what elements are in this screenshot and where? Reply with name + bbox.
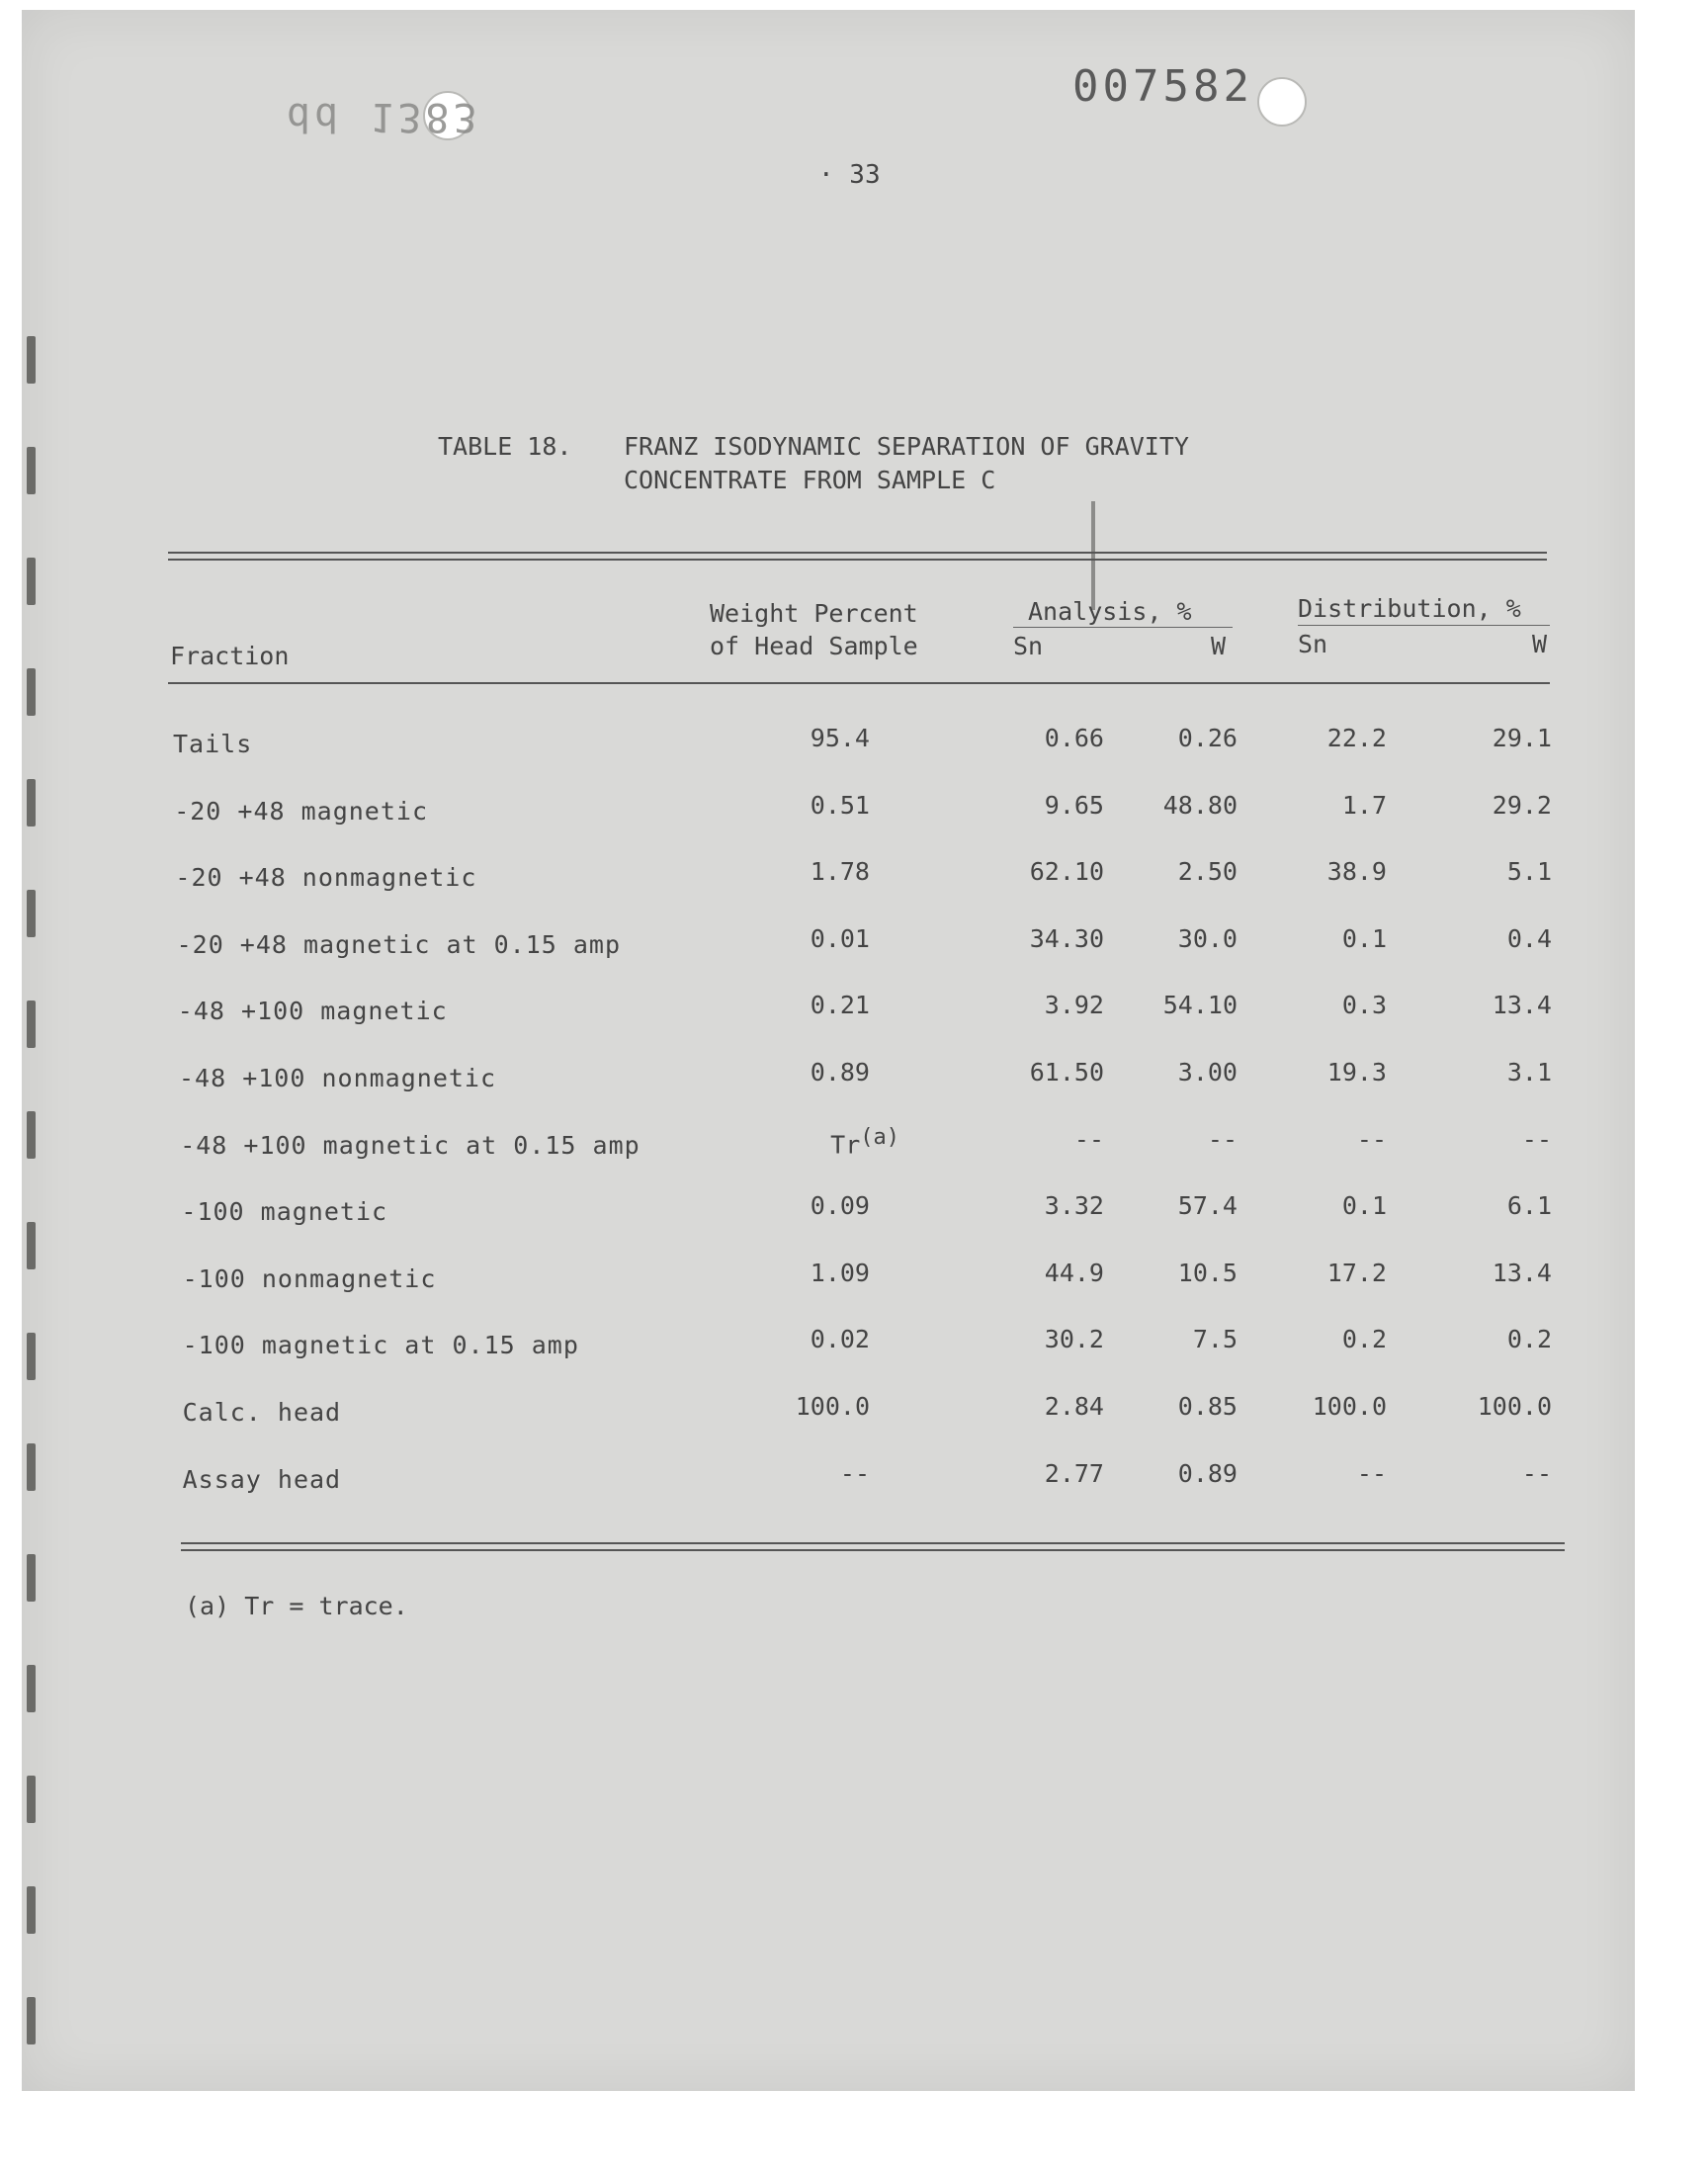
cell-distribution-w — [1478, 1392, 1552, 1421]
cell-analysis-sn-value: -- — [1073, 1125, 1104, 1154]
cell-fraction: Tails — [173, 730, 253, 758]
cell-analysis-w-value: 0.26 — [1177, 724, 1238, 752]
cell-distribution-sn — [1357, 1125, 1387, 1154]
cell-analysis-w-value: 7.5 — [1192, 1325, 1238, 1353]
cell-weight — [830, 1125, 899, 1159]
cell-distribution-sn — [1342, 1325, 1387, 1353]
cell-distribution-sn-value: 0.1 — [1341, 1191, 1387, 1220]
binder-mark — [27, 779, 36, 826]
cell-fraction: -48 +100 magnetic — [177, 997, 448, 1025]
cell-distribution-w-value: 3.1 — [1506, 1058, 1552, 1087]
cell-distribution-sn-value: -- — [1356, 1459, 1387, 1488]
cell-weight-value: 100.0 — [795, 1392, 870, 1421]
cell-analysis-sn-value: 0.66 — [1044, 724, 1104, 752]
cell-weight-value: 0.89 — [810, 1058, 870, 1087]
cell-weight-value: 0.21 — [810, 991, 870, 1019]
cell-fraction: -48 +100 magnetic at 0.15 amp — [180, 1131, 640, 1160]
binder-mark — [27, 1997, 36, 2044]
distribution-underline — [1298, 625, 1550, 626]
cell-analysis-sn — [1030, 857, 1104, 886]
binder-mark — [27, 1776, 36, 1823]
header-distribution: Distribution, % — [1298, 594, 1521, 623]
cell-fraction: -20 +48 magnetic at 0.15 amp — [176, 930, 622, 959]
cell-distribution-sn-value: 0.1 — [1341, 924, 1387, 953]
cell-analysis-w — [1178, 1058, 1238, 1087]
footnote-marker: (a) — [860, 1125, 899, 1150]
cell-analysis-sn — [1045, 791, 1104, 820]
cell-analysis-w-value: 0.89 — [1177, 1459, 1238, 1488]
cell-distribution-sn-value: 38.9 — [1326, 857, 1387, 886]
cell-analysis-w — [1178, 857, 1238, 886]
cell-analysis-w-value: 54.10 — [1162, 991, 1238, 1019]
binder-mark — [27, 1000, 36, 1048]
header-weight-line2: of Head Sample — [710, 632, 918, 660]
cell-analysis-w-value: 10.5 — [1177, 1259, 1238, 1287]
table-bottom-rule — [181, 1549, 1565, 1551]
cell-weight — [811, 991, 870, 1019]
binder-mark — [27, 1554, 36, 1602]
binder-mark — [27, 1333, 36, 1380]
cell-distribution-sn — [1357, 1459, 1387, 1488]
cell-fraction: Assay head — [182, 1465, 342, 1494]
table-bottom-rule — [181, 1542, 1565, 1544]
cell-weight-value: Tr — [830, 1130, 861, 1160]
cell-distribution-w — [1493, 991, 1552, 1019]
page-number: · 33 — [818, 160, 881, 190]
cell-analysis-sn-value: 30.2 — [1044, 1325, 1104, 1353]
cell-weight-value: 0.01 — [810, 924, 870, 953]
header-analysis-sn: Sn — [1013, 632, 1044, 660]
cell-analysis-w — [1178, 1459, 1238, 1488]
cell-distribution-w — [1493, 724, 1552, 752]
cell-analysis-w-value: 2.50 — [1177, 857, 1238, 886]
cell-fraction: -100 nonmagnetic — [182, 1264, 437, 1293]
cell-distribution-w-value: 0.2 — [1506, 1325, 1552, 1353]
cell-analysis-sn — [1030, 1058, 1104, 1087]
cell-analysis-sn-value: 2.77 — [1044, 1459, 1104, 1488]
archive-stamp-right: 007582 — [1072, 61, 1253, 112]
cell-analysis-w — [1178, 1259, 1238, 1287]
cell-distribution-w-value: -- — [1521, 1459, 1552, 1488]
cell-distribution-w-value: 13.4 — [1492, 1259, 1552, 1287]
cell-distribution-w — [1522, 1459, 1552, 1488]
cell-distribution-sn-value: 19.3 — [1326, 1058, 1387, 1087]
cell-analysis-w — [1163, 791, 1238, 820]
cell-fraction: Calc. head — [182, 1398, 342, 1427]
cell-distribution-w — [1507, 1325, 1552, 1353]
binder-mark — [27, 1222, 36, 1269]
cell-weight — [811, 791, 870, 820]
cell-analysis-sn-value: 3.32 — [1044, 1191, 1104, 1220]
cell-weight-value: 0.51 — [810, 791, 870, 820]
cell-analysis-w — [1178, 1392, 1238, 1421]
analysis-underline — [1013, 627, 1233, 628]
cell-analysis-w-value: 48.80 — [1162, 791, 1238, 820]
cell-distribution-sn — [1327, 1259, 1387, 1287]
table-top-rule — [168, 559, 1547, 561]
cell-distribution-sn — [1342, 791, 1387, 820]
binder-mark — [27, 1111, 36, 1159]
header-fraction: Fraction — [170, 642, 290, 670]
cell-distribution-w-value: 29.1 — [1492, 724, 1552, 752]
cell-analysis-sn-value: 9.65 — [1044, 791, 1104, 820]
table-label: TABLE 18. — [438, 432, 572, 461]
cell-analysis-sn-value: 3.92 — [1044, 991, 1104, 1019]
binder-mark — [27, 1886, 36, 1934]
cell-distribution-w — [1522, 1125, 1552, 1154]
cell-distribution-sn-value: 0.3 — [1341, 991, 1387, 1019]
cell-weight-value: -- — [839, 1459, 870, 1488]
cell-analysis-sn — [1030, 924, 1104, 953]
cell-weight — [811, 857, 870, 886]
cell-distribution-w — [1507, 857, 1552, 886]
cell-distribution-sn — [1342, 924, 1387, 953]
cell-weight — [811, 724, 870, 752]
binder-mark — [27, 336, 36, 384]
binder-mark — [27, 890, 36, 937]
binder-mark — [27, 668, 36, 716]
cell-distribution-sn — [1327, 724, 1387, 752]
scan-mark — [1091, 501, 1095, 610]
cell-analysis-sn — [1045, 1459, 1104, 1488]
cell-analysis-w — [1178, 1191, 1238, 1220]
cell-weight — [840, 1459, 870, 1488]
cell-distribution-w-value: 13.4 — [1492, 991, 1552, 1019]
cell-analysis-w — [1163, 991, 1238, 1019]
cell-analysis-sn-value: 2.84 — [1044, 1392, 1104, 1421]
binder-mark — [27, 447, 36, 494]
cell-analysis-sn — [1045, 724, 1104, 752]
cell-analysis-sn — [1045, 991, 1104, 1019]
cell-weight-value: 1.09 — [810, 1259, 870, 1287]
table-caption — [438, 430, 1189, 497]
cell-analysis-w-value: 30.0 — [1177, 924, 1238, 953]
cell-fraction: -48 +100 nonmagnetic — [179, 1064, 497, 1092]
header-bottom-rule — [168, 682, 1550, 684]
cell-distribution-w — [1493, 1259, 1552, 1287]
cell-distribution-w-value: -- — [1521, 1125, 1552, 1154]
cell-weight-value: 0.09 — [810, 1191, 870, 1220]
cell-analysis-w — [1193, 1325, 1238, 1353]
cell-distribution-sn-value: 17.2 — [1326, 1259, 1387, 1287]
header-analysis: Analysis, % — [1028, 597, 1192, 626]
cell-distribution-w-value: 100.0 — [1477, 1392, 1552, 1421]
cell-fraction: -100 magnetic at 0.15 amp — [182, 1331, 579, 1359]
cell-distribution-w-value: 29.2 — [1492, 791, 1552, 820]
header-analysis-w: W — [1211, 632, 1227, 660]
cell-weight-value: 1.78 — [810, 857, 870, 886]
cell-analysis-w-value: 57.4 — [1177, 1191, 1238, 1220]
cell-analysis-w-value: 3.00 — [1177, 1058, 1238, 1087]
header-distribution-w: W — [1532, 630, 1548, 658]
punch-hole — [1257, 77, 1307, 127]
footnote: (a) Tr = trace. — [185, 1592, 408, 1620]
cell-distribution-sn — [1327, 857, 1387, 886]
cell-distribution-sn — [1313, 1392, 1387, 1421]
cell-distribution-sn-value: 22.2 — [1326, 724, 1387, 752]
cell-analysis-w — [1178, 924, 1238, 953]
cell-analysis-sn — [1045, 1259, 1104, 1287]
cell-analysis-sn-value: 61.50 — [1029, 1058, 1104, 1087]
cell-distribution-w — [1493, 791, 1552, 820]
table-top-rule — [168, 552, 1547, 554]
cell-analysis-sn-value: 44.9 — [1044, 1259, 1104, 1287]
cell-weight — [811, 924, 870, 953]
cell-analysis-sn — [1045, 1392, 1104, 1421]
table-title-line2: CONCENTRATE FROM SAMPLE C — [624, 466, 996, 494]
cell-fraction: -20 +48 magnetic — [174, 797, 429, 826]
cell-distribution-sn-value: 0.2 — [1341, 1325, 1387, 1353]
cell-weight-value: 0.02 — [810, 1325, 870, 1353]
table-title-line1: FRANZ ISODYNAMIC SEPARATION OF GRAVITY — [624, 432, 1189, 461]
cell-distribution-w-value: 5.1 — [1506, 857, 1552, 886]
binder-mark — [27, 558, 36, 605]
cell-distribution-sn — [1342, 1191, 1387, 1220]
cell-analysis-sn-value: 34.30 — [1029, 924, 1104, 953]
header-distribution-sn: Sn — [1298, 630, 1328, 658]
cell-weight — [811, 1058, 870, 1087]
cell-analysis-w — [1208, 1125, 1238, 1154]
cell-analysis-w-value: -- — [1207, 1125, 1238, 1154]
cell-fraction: -100 magnetic — [181, 1197, 388, 1226]
header-weight-line1: Weight Percent — [710, 599, 918, 628]
cell-distribution-w — [1507, 924, 1552, 953]
cell-distribution-sn — [1327, 1058, 1387, 1087]
cell-distribution-sn-value: 1.7 — [1341, 791, 1387, 820]
cell-weight — [811, 1325, 870, 1353]
cell-analysis-sn — [1045, 1325, 1104, 1353]
cell-distribution-w — [1507, 1191, 1552, 1220]
cell-weight — [811, 1191, 870, 1220]
binder-mark — [27, 1665, 36, 1712]
cell-weight-value: 95.4 — [810, 724, 870, 752]
binder-mark — [27, 1443, 36, 1491]
cell-analysis-sn — [1045, 1191, 1104, 1220]
cell-distribution-w-value: 0.4 — [1506, 924, 1552, 953]
cell-distribution-w — [1507, 1058, 1552, 1087]
archive-stamp-left: dd 1383 — [287, 94, 481, 139]
cell-weight — [811, 1259, 870, 1287]
document-page — [22, 10, 1635, 2091]
cell-fraction: -20 +48 nonmagnetic — [175, 863, 477, 892]
cell-distribution-sn-value: 100.0 — [1312, 1392, 1387, 1421]
cell-analysis-w — [1178, 724, 1238, 752]
cell-weight — [796, 1392, 870, 1421]
cell-distribution-sn — [1342, 991, 1387, 1019]
cell-analysis-sn-value: 62.10 — [1029, 857, 1104, 886]
cell-analysis-sn — [1074, 1125, 1104, 1154]
cell-analysis-w-value: 0.85 — [1177, 1392, 1238, 1421]
cell-distribution-w-value: 6.1 — [1506, 1191, 1552, 1220]
cell-distribution-sn-value: -- — [1356, 1125, 1387, 1154]
